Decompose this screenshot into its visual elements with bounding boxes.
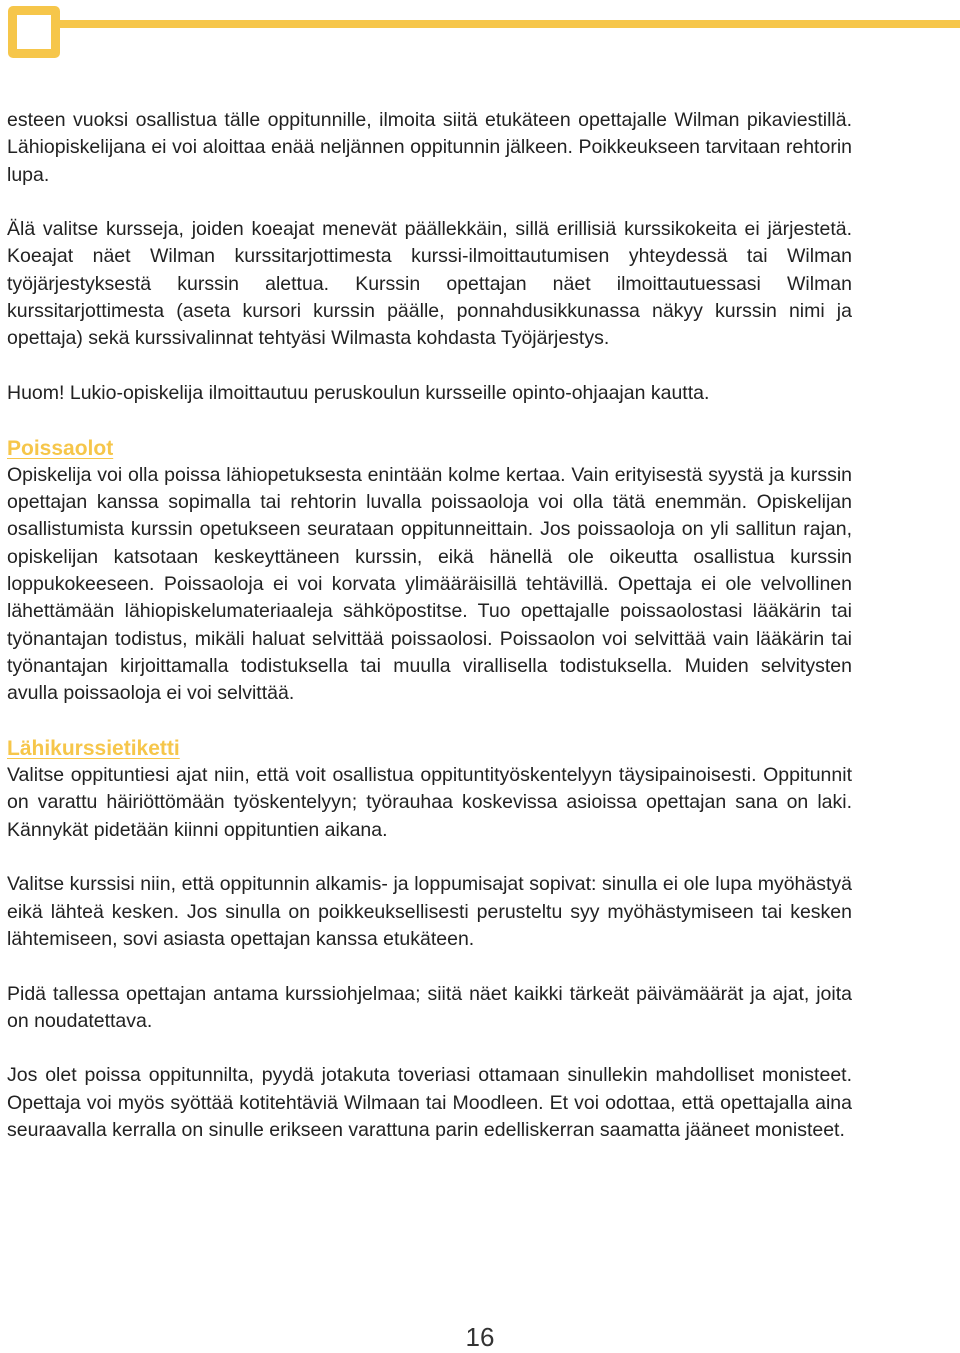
absence-heading: Poissaolot <box>7 436 114 460</box>
absence-paragraph: Opiskelija voi olla poissa lähiopetuksesta enintään kolme kertaa. Vain erityisestä syystä ja kurssin opettajan kanssa sopimalla tai rehtorin luvalla poissaoloja voi olla tätä enemmän. Opiskelijan osallistumista kurssin opetukseen seurataan oppitunneittain. Jos poissaoloja on yli sallitun rajan, opiskelijan katsotaan keskeyttäneen kurssin, eikä hänellä ole oikeutta osallistua kurssin loppukokeeseen. Poissaoloja ei voi korvata ylimääräisillä tehtävillä. Opettaja ei ole velvollinen lähettämään lähiopiskelumateriaaleja sähköpostitse. Tuo opettajalle poissaolostasi lääkärin tai työnantajan todistus, mikäli haluat selvittää poissaolosi. Poissaolon voi selvittää vain lääkärin tai työnantajan kirjoittamalla todistuksella tai muulla virallisella todistuksella. Muiden selvitysten avulla poissaoloja ei voi selvittää. <box>7 463 852 705</box>
etiquette-heading: Lähikurssietiketti <box>7 736 180 760</box>
etiquette-paragraph-1: Valitse oppituntiesi ajat niin, että voit osallistua oppituntityöskentelyyn täysipainoisesti. Oppitunnit on varattu häiriöttömään työskentelyyn; työrauhaa koskevissa asioissa opettajan sana on laki. Kännykät pidetään kiinni oppituntien aikana. <box>7 764 852 841</box>
page-body <box>7 107 852 1172</box>
intro-paragraph-1: esteen vuoksi osallistua tälle oppitunnille, ilmoita siitä etukäteen opettajalle Wilman pikaviestillä. Lähiopiskelijana ei voi aloittaa enää neljännen oppitunnin jälkeen. Poikkeukseen tarvitaan rehtorin lupa. <box>7 109 852 186</box>
etiquette-paragraph-4: Jos olet poissa oppitunnilta, pyydä jotakuta toveriasi ottamaan sinullekin mahdolliset monisteet. Opettaja voi myös syöttää kotitehtäviä Wilmaan tai Moodleen. Et voi odottaa, että opettajalla aina seuraavalla kerralla on sinulle erikseen varattuna parin edelliskerran saamatta jääneet monisteet. <box>7 1064 852 1141</box>
intro-paragraph-3: Huom! Lukio-opiskelija ilmoittautuu peruskoulun kursseille opinto-ohjaajan kautta. <box>7 381 710 404</box>
page-number: 16 <box>465 1322 495 1352</box>
corner-square-decoration <box>8 6 60 58</box>
etiquette-paragraph-3: Pidä tallessa opettajan antama kurssiohjelmaa; siitä näet kaikki tärkeät päivämäärät ja ajat, joita on noudatettava. <box>7 982 852 1032</box>
etiquette-paragraph-2: Valitse kurssisi niin, että oppitunnin alkamis- ja loppumisajat sopivat: sinulla ei ole lupa myöhästyä eikä lähteä kesken. Jos sinulla on poikkeuksellisesti perusteltu syy myöhästymiseen tai kesken lähtemiseen, sovi asiasta opettajan kanssa etukäteen. <box>7 873 852 950</box>
header-rule <box>58 20 960 28</box>
intro-paragraph-2: Älä valitse kursseja, joiden koeajat menevät päällekkäin, sillä erillisiä kurssikokeita ei järjestetä. Koeajat näet Wilman kurssitarjottimesta kurssi-ilmoittautumisen yhteydessä tai Wilman työjärjestyksestä kurssin alettua. Kurssin opettajan näet ilmoittautuessasi Wilman kurssitarjottimesta (aseta kursori kurssin päälle, ponnahdusikkunassa näkyy kurssin nimi ja opettaja) sekä kurssivalinnat tehtyäsi Wilmasta kohdasta Työjärjestys. <box>7 218 852 350</box>
